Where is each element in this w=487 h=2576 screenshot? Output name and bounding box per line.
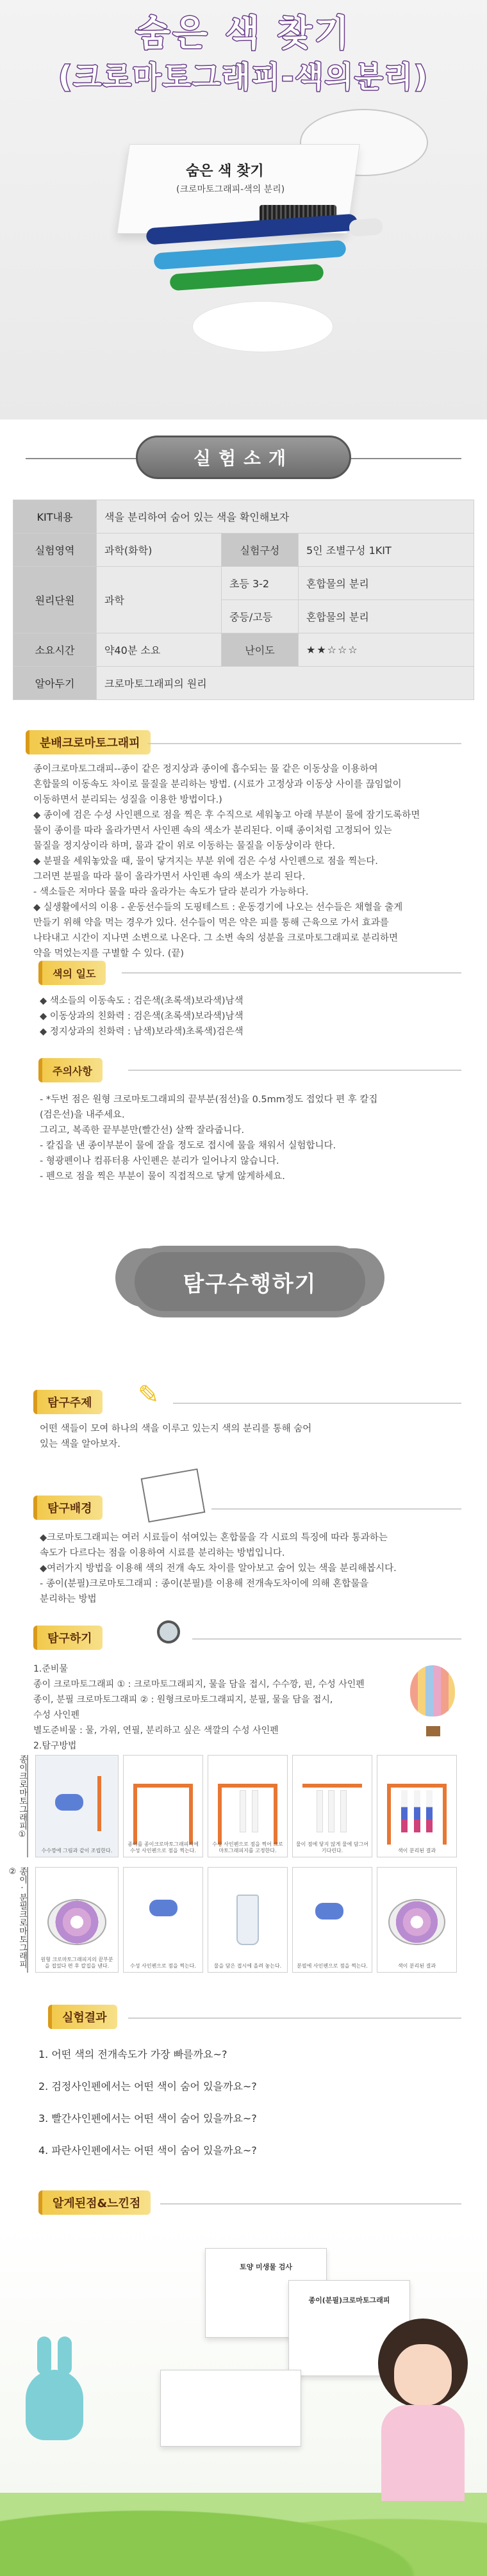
rack <box>302 1784 363 1788</box>
hero-photo <box>0 0 487 420</box>
method-photo-1-3 <box>208 1755 288 1857</box>
colored-strip <box>401 1790 408 1832</box>
divider <box>128 1070 461 1071</box>
photo-caption: 분필에 사인펜으로 점을 찍는다. <box>297 1963 368 1969</box>
text-line: 1.준비물 <box>33 1664 68 1674</box>
heading-text: 알게된점&느낀점 <box>53 2197 141 2210</box>
composition-value: 5인 조별구성 1KIT <box>298 534 474 567</box>
heading-text: 주의사항 <box>53 1064 92 1077</box>
section-title: 실험소개 <box>193 448 294 469</box>
method-photo-1-1 <box>35 1755 119 1857</box>
learn-value: 크로마토그래피의 원리 <box>97 667 474 700</box>
heading-background <box>33 1496 103 1520</box>
text-line: 분리하는 방법 <box>40 1594 97 1604</box>
rack <box>387 1784 447 1788</box>
text-line: - *두번 점은 원형 크로마토그래피의 끝부분(점선)을 0.5mm정도 접었다 편 후 칼집 <box>40 1095 378 1105</box>
divider <box>147 743 461 744</box>
rack-leg <box>189 1784 193 1845</box>
text-line: ◆ 종이에 검은 수성 사인펜으로 점을 찍은 후 수직으로 세워놓고 아래 부분이 물에 잠기도록하면 <box>33 810 420 820</box>
paper-chroma-text <box>33 762 469 962</box>
text-line: 만들기 위해 약을 먹는 경우가 있다. 선수들이 먹은 약은 피를 통해 근육으로 가서 효과를 <box>33 918 389 928</box>
method-photo-2-2 <box>123 1867 203 1973</box>
text-line: 물이 종이를 따라 올라가면서 사인펜 속의 색소가 분리된다. 이때 종이처럼 고정되어 있는 <box>33 826 392 836</box>
text-line: 혼합물의 이동속도 차이로 물질을 분리하는 방법. (시료가 고정상과 이동상 사이를 끊임없이 <box>33 779 402 790</box>
photo-caption: 색이 분리된 결과 <box>397 1848 436 1854</box>
heading-results <box>48 2005 117 2029</box>
paper-strip <box>240 1790 246 1832</box>
unit-topic-1: 혼합물의 분리 <box>298 567 474 600</box>
method-photo-1-2 <box>123 1755 203 1857</box>
topic-text <box>40 1422 463 1453</box>
method-photo-1-4 <box>292 1755 372 1857</box>
text-line: ◆ 정지상과의 친화력 : 남색)보라색)초록색)검은색 <box>40 1027 244 1037</box>
separated-disc <box>388 1899 445 1945</box>
text-line: 속도가 다르다는 점을 이용하여 시료를 분리하는 방법입니다. <box>40 1548 285 1558</box>
text-line: 수성 사인펜 <box>33 1710 80 1720</box>
strip-label-2: 종이·분필크로마토그래피② <box>9 1867 28 1973</box>
method-photo-2-5 <box>377 1867 457 1973</box>
grass <box>0 2493 487 2576</box>
section-banner-intro <box>136 436 351 479</box>
text-line: 종이, 분필 크로마토그래피 ② : 원형크로마토그래피지, 분필, 물을 담을 접시, <box>33 1695 333 1705</box>
heading-tips <box>38 2190 151 2215</box>
rack-leg <box>387 1784 391 1845</box>
section-banner-inquiry <box>135 1252 365 1311</box>
rack-leg <box>443 1784 447 1845</box>
method-photo-2-1 <box>35 1867 119 1973</box>
divider <box>128 2018 461 2019</box>
text-line: 그리고, 복족한 끝부분만(빨간선) 살짝 잘라줍니다. <box>40 1125 245 1136</box>
text-line: 종이크로마토그래피--종이 같은 정지상과 종이에 흡수되는 물 같은 이동상을 이용하여 <box>33 764 378 774</box>
photo-caption: 수성 사인펜으로 점을 찍는다. <box>130 1963 196 1969</box>
paper-strip <box>317 1790 323 1832</box>
notes-text <box>40 1093 463 1185</box>
learn-label: 알아두기 <box>13 667 97 700</box>
heading-topic <box>33 1390 103 1414</box>
heading-text: 분배크로마토그래피 <box>40 737 140 750</box>
result-question-3: 3. 빨간사인펜에서는 어떤 색이 숨어 있을까요~? <box>38 2112 257 2124</box>
heading-notes <box>38 1058 103 1082</box>
balloon-basket <box>426 1726 440 1736</box>
heading-color-secret <box>38 961 106 985</box>
girl-body <box>381 2405 465 2501</box>
magnifier-icon <box>157 1620 180 1643</box>
text-line: - 색소들은 저마다 물을 따라 올라가는 속도가 달라 분리가 가능하다. <box>33 887 309 897</box>
rack <box>133 1784 194 1788</box>
text-line: 종이 크로마토그래피 ① : 크로마토그래피지, 물을 담을 접시, 수수깡, 핀, 수성 사인펜 <box>33 1679 365 1690</box>
area-label: 실험영역 <box>13 534 97 567</box>
photo-caption: 물이 점에 닿지 않게 물에 담그어 기다린다. <box>295 1841 369 1854</box>
rack-leg <box>218 1784 222 1845</box>
color-secret-text <box>40 994 463 1040</box>
product-box-2-title: 종이(분필)크로마토그래피 <box>308 2296 390 2304</box>
photo-caption: 수성 사인펜으로 점을 찍어 크로마토그래피지를 고정한다. <box>212 1841 283 1854</box>
difficulty-label: 난이도 <box>221 633 298 667</box>
text-line: ◆ 색소들의 이동속도 : 검은색(초록색)보라색)남색 <box>40 996 244 1006</box>
paper-disc <box>47 1899 106 1945</box>
divider <box>122 972 461 974</box>
text-line: - 종이(분필)크로마토그래피 : 종이(분필)를 이용해 전개속도차이에 의해 혼합물을 <box>40 1579 369 1589</box>
photo-caption: 수수깡에 그림과 같이 조립한다. <box>41 1848 113 1854</box>
heading-text: 탐구주제 <box>47 1396 92 1410</box>
text-line: ◆여러가지 방법을 이용해 색의 전개 속도 차이를 알아보고 숨어 있는 색을 분리해봅시다. <box>40 1563 397 1574</box>
glove <box>149 1900 177 1916</box>
marker-green <box>169 264 324 291</box>
text-line: 2.탐구방법 <box>33 1741 77 1751</box>
paper-strip <box>340 1790 347 1832</box>
text-line: 나타내고 시간이 지나면 소변으로 나온다. 그 소변 속의 성분을 크로마토그래피로 분리하면 <box>33 933 398 943</box>
heading-paper-chroma <box>26 730 151 754</box>
difficulty-stars: ★★☆☆☆ <box>298 633 474 667</box>
paper-strip <box>328 1790 334 1832</box>
unit-level-1: 초등 3-2 <box>221 567 298 600</box>
product-box-1-title: 토양 미생물 검사 <box>239 2263 293 2271</box>
product-illustration <box>0 2222 487 2576</box>
text-line: 있는 색을 알아보자. <box>40 1439 120 1449</box>
hero-subtitle: (크로마토그래피-색의분리) <box>58 60 429 94</box>
section-title: 탐구수행하기 <box>183 1271 317 1297</box>
result-question-2: 2. 검정사인펜에서는 어떤 색이 숨어 있을까요~? <box>38 2080 257 2092</box>
kit-box-title: 숨은 색 찾기 <box>186 163 264 179</box>
divider <box>211 1508 461 1510</box>
notebook-icon <box>141 1469 206 1523</box>
kit-label: KIT내용 <box>13 500 97 534</box>
text-line: 그러면 분필을 따라 물이 올라가면서 사인펜 속의 색소가 분리 된다. <box>33 872 306 882</box>
heading-method <box>33 1626 103 1650</box>
text-line: (검은선)을 내주세요. <box>40 1110 125 1120</box>
paper-strip <box>252 1790 258 1832</box>
method-text <box>33 1662 418 1754</box>
heading-text: 탐구배경 <box>47 1502 92 1515</box>
info-table <box>13 500 474 700</box>
unit-topic-2: 혼합물의 분리 <box>298 600 474 633</box>
result-question-1: 1. 어떤 색의 전개속도가 가장 빠를까요~? <box>38 2048 227 2060</box>
unit-subject: 과학 <box>97 567 222 633</box>
divider <box>173 1403 461 1404</box>
hot-air-balloon-illustration <box>410 1665 455 1716</box>
girl-face <box>394 2344 452 2406</box>
colored-strip <box>414 1790 420 1832</box>
photo-caption: 종이를 종이크로마토그래피지에 수성 사인펜으로 점을 찍는다. <box>128 1841 199 1854</box>
heading-text: 실험결과 <box>62 2011 107 2025</box>
text-line: ◆ 이동상과의 친화력 : 검은색(초록색)보라색)남색 <box>40 1011 244 1022</box>
hero-title: 숨은 색 찾기 <box>135 13 352 54</box>
unit-level-2: 중등/고등 <box>221 600 298 633</box>
divider <box>160 2203 461 2205</box>
pencil-icon: ✎ <box>138 1380 160 1410</box>
rack-leg <box>133 1784 137 1845</box>
text-line: 이동하면서 분리되는 성질을 이용한 방법이다.) <box>33 795 222 805</box>
result-question-4: 4. 파란사인펜에서는 어떤 색이 숨어 있을까요~? <box>38 2144 257 2156</box>
text-line: 별도준비물 : 물, 가위, 연필, 분리하고 싶은 색깔의 수성 사인펜 <box>33 1725 279 1736</box>
background-text <box>40 1531 469 1608</box>
composition-label: 실험구성 <box>221 534 298 567</box>
text-line: - 형광펜이나 컴퓨터용 사인펜은 분리가 일어나지 않습니다. <box>40 1156 279 1166</box>
text-line: 약을 먹었는지를 구별할 수 있다. (끝) <box>33 949 185 959</box>
glove <box>55 1794 83 1811</box>
strip-label-1: 종이크로마토그래피① <box>9 1755 28 1857</box>
kit-value: 색을 분리하여 숨어 있는 색을 확인해보자 <box>97 500 474 534</box>
paper-disc <box>192 301 333 352</box>
method-photo-1-5 <box>377 1755 457 1857</box>
text-line: ◆크로마토그래피는 여러 시료들이 섞여있는 혼합물을 각 시료의 특징에 따라 통과하는 <box>40 1533 388 1543</box>
divider <box>192 1638 461 1640</box>
glove <box>315 1903 343 1920</box>
rack-leg <box>97 1776 101 1832</box>
time-label: 소요시간 <box>13 633 97 667</box>
photo-caption: 색이 분리된 결과 <box>397 1963 436 1969</box>
colored-strip <box>426 1790 433 1832</box>
bunny-mascot <box>26 2370 83 2440</box>
method-photo-2-4 <box>292 1867 372 1973</box>
photo-caption: 원형 크로마토그래피지의 끝부분을 접었다 편 후 칼집을 낸다. <box>40 1957 113 1969</box>
method-photo-2-3 <box>208 1867 288 1973</box>
text-line: ◆ 분필을 세워놓았을 때, 물이 닿겨지는 부분 위에 검은 수성 사인펜으로 점을 찍는다. <box>33 856 378 867</box>
area-value: 과학(화학) <box>97 534 222 567</box>
unit-label: 원리단원 <box>13 567 97 633</box>
kit-box-subtitle: (크로마토그래피-색의 분리) <box>176 184 285 195</box>
heading-text: 탐구하기 <box>47 1632 92 1645</box>
photo-caption: 물을 담은 접시에 올려 놓는다. <box>213 1963 282 1969</box>
marker-cap <box>349 218 383 237</box>
text-line: - 칼집을 낸 종이부분이 물에 잘을 정도로 접시에 물을 채워서 실험합니다. <box>40 1141 336 1151</box>
text-line: 어떤 색들이 모여 하나의 색을 이루고 있는지 색의 분리를 통해 숨어 <box>40 1424 312 1434</box>
rack <box>218 1784 278 1788</box>
product-box-3 <box>160 2370 301 2447</box>
text-line: - 펜으로 점을 찍은 부분이 물이 직접적으로 닿게 않게하세요. <box>40 1171 285 1182</box>
water-dish <box>236 1895 258 1944</box>
time-value: 약40분 소요 <box>97 633 222 667</box>
text-line: 물질을 정지상이라 하며, 물과 같이 위로 이동하는 물질을 이동상이라 한다. <box>33 841 335 851</box>
heading-text: 색의 일도 <box>53 967 96 980</box>
text-line: ◆ 실생활에서의 이용 - 운동선수들의 도핑테스트 : 운동경기에 나오는 선수들은 채혈을 출게 <box>33 902 403 913</box>
rack-leg <box>274 1784 277 1845</box>
